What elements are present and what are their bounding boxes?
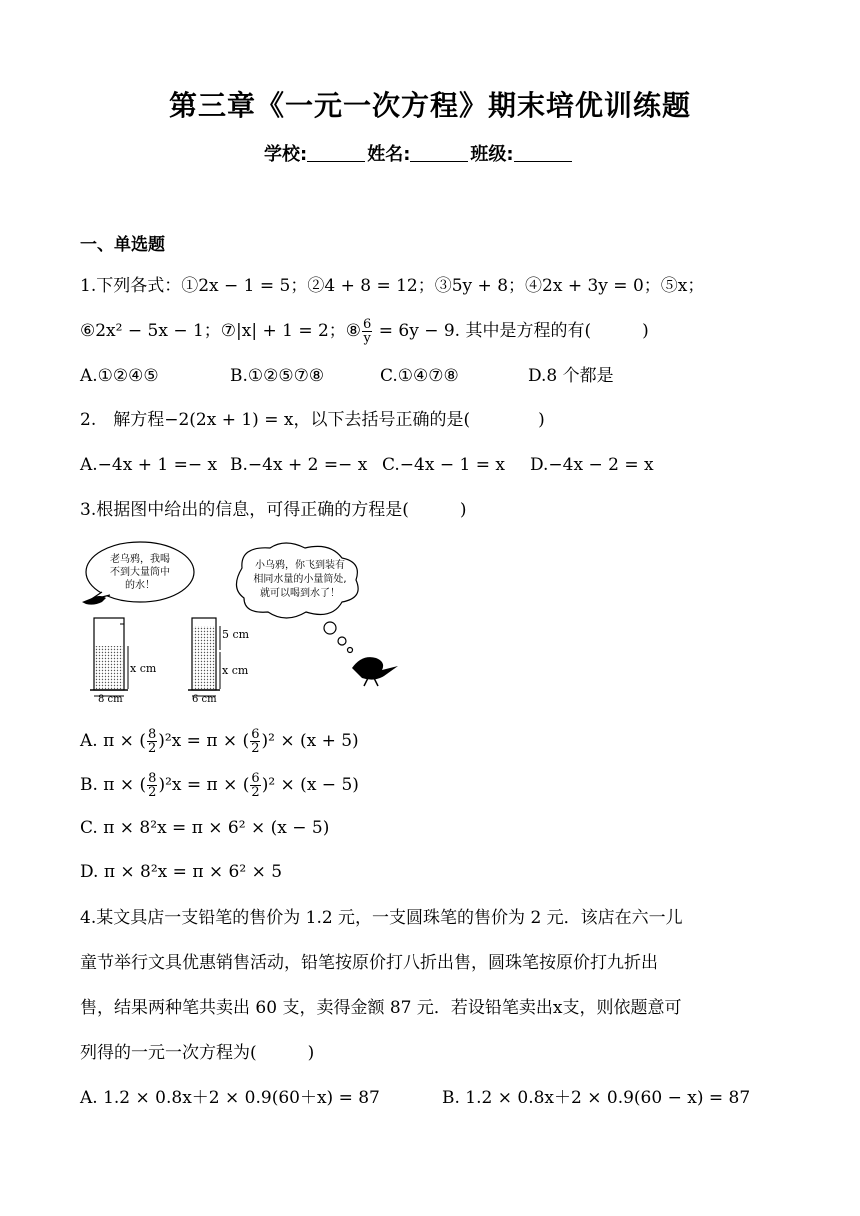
class-label: 班级: (470, 144, 514, 165)
q4-option-a[interactable]: A. 1.2 × 0.8x＋2 × 0.9(60＋x) = 87 (80, 1088, 380, 1108)
q1-option-c[interactable]: C.①④⑦⑧ (380, 366, 459, 386)
q1-stem-line1: 1.下列各式：①2x − 1 = 5；②4 + 8 = 12；③5y + 8；④2x + 3y = 0；⑤x； (80, 276, 705, 296)
large-crow-icon (352, 657, 398, 679)
q4-stem-line1: 4.某文具店一支铅笔的售价为 1.2 元，一支圆珠笔的售价为 2 元．该店在六一儿 (80, 908, 683, 928)
crow-cylinder-figure (80, 540, 410, 705)
q3-option-b[interactable]: B. π × ( $\frac{8}{2}$ )²x = π × ( $\frac{6}{2}$ )² × (x − 5) (80, 771, 359, 800)
wide-height-label: x cm (130, 662, 157, 675)
school-blank[interactable] (307, 145, 365, 162)
class-blank[interactable] (514, 145, 572, 162)
right-bubble-line3: 就可以喝到水了！ (260, 588, 340, 599)
q1-option-b[interactable]: B.①②⑤⑦⑧ (230, 366, 325, 386)
q4-options (80, 1088, 750, 1108)
school-label: 学校: (264, 144, 308, 165)
q1-options (80, 366, 614, 386)
narrow-top-label: 5 cm (222, 628, 250, 641)
q2-option-a[interactable]: A.−4x + 1 =− x (80, 455, 218, 475)
q2-options (80, 455, 654, 475)
section-heading: 一、单选题 (80, 235, 165, 255)
q4-stem-line3: 售，结果两种笔共卖出 60 支，卖得金额 87 元．若设铅笔卖出x支，则依题意可 (80, 998, 682, 1018)
q1-fraction: $\frac{6}{y}$ (363, 317, 372, 346)
q1-stem-line2 (80, 318, 649, 345)
name-label: 姓名: (367, 144, 411, 165)
q1-line2-part-b: = 6y − 9. 其中是方程的有( ) (373, 321, 649, 341)
left-bubble-line1: 老乌鸦，我喝 (110, 554, 170, 565)
student-info-line (264, 140, 574, 166)
q2-option-b[interactable]: B.−4x + 2 =− x (230, 455, 368, 475)
q4-option-b[interactable]: B. 1.2 × 0.8x＋2 × 0.9(60 − x) = 87 (442, 1088, 751, 1108)
left-bubble-line3: 的水！ (125, 580, 155, 591)
q3-option-a[interactable]: A. π × ( $\frac{8}{2}$ )²x = π × ( $\frac{6}{2}$ )² × (x + 5) (80, 727, 359, 756)
q1-line2-part-a: ⑥2x² − 5x − 1；⑦|x| + 1 = 2；⑧ (80, 321, 362, 341)
q4-stem-line4: 列得的一元一次方程为( ) (80, 1043, 315, 1063)
q3-option-d[interactable]: D. π × 8²x = π × 6² × 5 (80, 862, 283, 882)
page-title: 第三章《一元一次方程》期末培优训练题 (168, 89, 691, 122)
left-bubble-line2: 不到大量筒中 (110, 567, 170, 578)
small-crow-icon (82, 596, 106, 605)
name-blank[interactable] (410, 145, 468, 162)
q3-stem: 3.根据图中给出的信息，可得正确的方程是( ) (80, 500, 467, 520)
right-bubble-line1: 小乌鸦，你飞到装有 (255, 560, 345, 571)
wide-cylinder (90, 618, 157, 705)
narrow-cylinder (188, 618, 250, 705)
narrow-diameter-label: 6 cm (192, 694, 217, 705)
narrow-height-label: x cm (222, 664, 249, 677)
right-bubble-line2: 相同水量的小量筒处, (253, 574, 347, 585)
q4-stem-line2: 童节举行文具优惠销售活动，铅笔按原价打八折出售，圆珠笔按原价打九折出 (80, 953, 658, 973)
q2-option-c[interactable]: C.−4x − 1 = x (382, 455, 505, 475)
q1-option-a[interactable]: A.①②④⑤ (80, 366, 159, 386)
q2-stem: 2. 解方程−2(2x + 1) = x，以下去括号正确的是( ) (80, 410, 545, 430)
q1-option-d[interactable]: D.8 个都是 (528, 366, 614, 386)
wide-diameter-label: 8 cm (98, 694, 123, 705)
q3-option-c[interactable]: C. π × 8²x = π × 6² × (x − 5) (80, 818, 330, 838)
q2-option-d[interactable]: D.−4x − 2 = x (530, 455, 654, 475)
